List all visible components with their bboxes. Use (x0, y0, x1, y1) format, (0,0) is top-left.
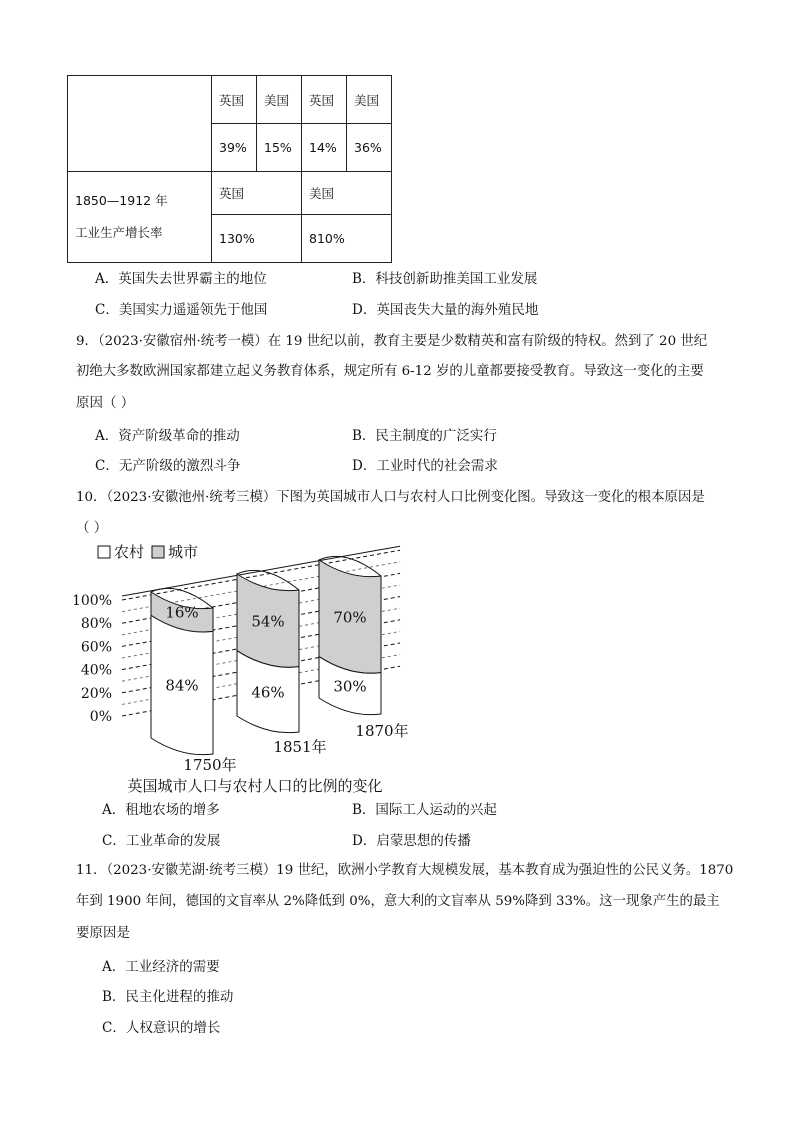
table-cell: 130% (212, 215, 302, 263)
q11-stem-line3: 要原因是 (76, 925, 130, 941)
q11-option-b[interactable]: B．民主化进程的推动 (102, 989, 234, 1005)
table-cell: 美国 (302, 172, 392, 215)
q11-stem-line2: 年到 1900 年间，德国的文盲率从 2%降低到 0%，意大利的文盲率从 59%降到 33%。这一现象产生的最主 (76, 894, 720, 909)
q9-stem-line3: 原因（ ） (76, 395, 135, 411)
y-tick-label: 20% (80, 685, 112, 702)
y-tick-label: 60% (80, 639, 112, 656)
q10-stem-line1: 10．（2023·安徽池州·统考三模）下图为英国城市人口与农村人口比例变化图。导致这一变化的根本原因是 (76, 490, 705, 505)
q8-option-c[interactable]: C．美国实力遥遥领先于他国 (95, 302, 268, 318)
population-ratio-chart (70, 538, 430, 798)
q9-option-c[interactable]: C．无产阶级的激烈斗争 (95, 458, 241, 474)
table-cell: 英国 (212, 172, 302, 215)
q10-option-a[interactable]: A．租地农场的增多 (102, 802, 220, 818)
chart-title: 英国城市人口与农村人口的比例的变化 (127, 777, 383, 795)
table-cell: 英国 (302, 76, 347, 124)
table-cell: 14% (302, 124, 347, 172)
table-cell: 15% (257, 124, 302, 172)
q9-option-a[interactable]: A．资产阶级革命的推动 (95, 428, 240, 444)
q8-option-a[interactable]: A．英国失去世界霸主的地位 (95, 271, 267, 287)
table-cell: 美国 (257, 76, 302, 124)
table-row-header-line1: 1850—1912 年 (75, 193, 168, 208)
table-row-header (68, 172, 212, 263)
q10-option-c[interactable]: C．工业革命的发展 (102, 833, 221, 849)
y-tick-label: 80% (80, 616, 112, 633)
table-row-header-line2: 工业生产增长率 (75, 225, 163, 240)
urban-value-label: 16% (165, 603, 199, 622)
q8-option-d[interactable]: D．英国丧失大量的海外殖民地 (352, 302, 539, 318)
q9-option-d[interactable]: D．工业时代的社会需求 (352, 458, 498, 474)
x-category-label: 1851年 (273, 738, 327, 756)
chart-svg (70, 538, 430, 798)
q11-option-c[interactable]: C．人权意识的增长 (102, 1020, 221, 1036)
q9-option-b[interactable]: B．民主制度的广泛实行 (352, 428, 497, 444)
table-cell: 810% (302, 215, 392, 263)
rural-value-label: 46% (251, 683, 285, 702)
q11-option-a[interactable]: A．工业经济的需要 (102, 959, 220, 975)
table-cell: 39% (212, 124, 257, 172)
urban-value-label: 54% (251, 612, 285, 631)
q8-option-b[interactable]: B．科技创新助推美国工业发展 (352, 271, 538, 287)
y-tick-label: 0% (89, 709, 112, 725)
q11-stem-line1: 11．（2023·安徽芜湖·统考三模）19 世纪，欧洲小学教育大规模发展，基本教育成为强迫性的公民义务。1870 (76, 863, 734, 878)
urban-value-label: 70% (333, 608, 367, 627)
y-tick-label: 100% (71, 593, 112, 609)
table-cell: 英国 (212, 76, 257, 124)
table-cell: 美国 (347, 76, 392, 124)
q9-stem-line1: 9．（2023·安徽宿州·统考一模）在 19 世纪以前，教育主要是少数精英和富有阶级的特权。然到了 20 世纪 (76, 334, 708, 349)
legend-label-rural: 农村 (114, 543, 145, 561)
table-empty-cell (68, 76, 212, 172)
rural-value-label: 84% (165, 676, 199, 695)
q10-option-d[interactable]: D．启蒙思想的传播 (352, 833, 471, 849)
rural-value-label: 30% (333, 677, 367, 696)
x-category-label: 1870年 (355, 722, 409, 740)
x-category-label: 1750年 (183, 756, 237, 774)
legend-swatch-urban (152, 546, 164, 558)
table-cell: 36% (347, 124, 392, 172)
industry-data-table (67, 75, 392, 263)
q9-stem-line2: 初绝大多数欧洲国家都建立起义务教育体系，规定所有 6-12 岁的儿童都要接受教育。导致这一变化的主要 (76, 364, 704, 379)
q10-option-b[interactable]: B．国际工人运动的兴起 (352, 802, 497, 818)
legend-label-urban: 城市 (168, 543, 199, 561)
y-tick-label: 40% (80, 662, 112, 679)
legend-swatch-rural (98, 546, 110, 558)
q10-stem-line2: （ ） (76, 520, 108, 536)
